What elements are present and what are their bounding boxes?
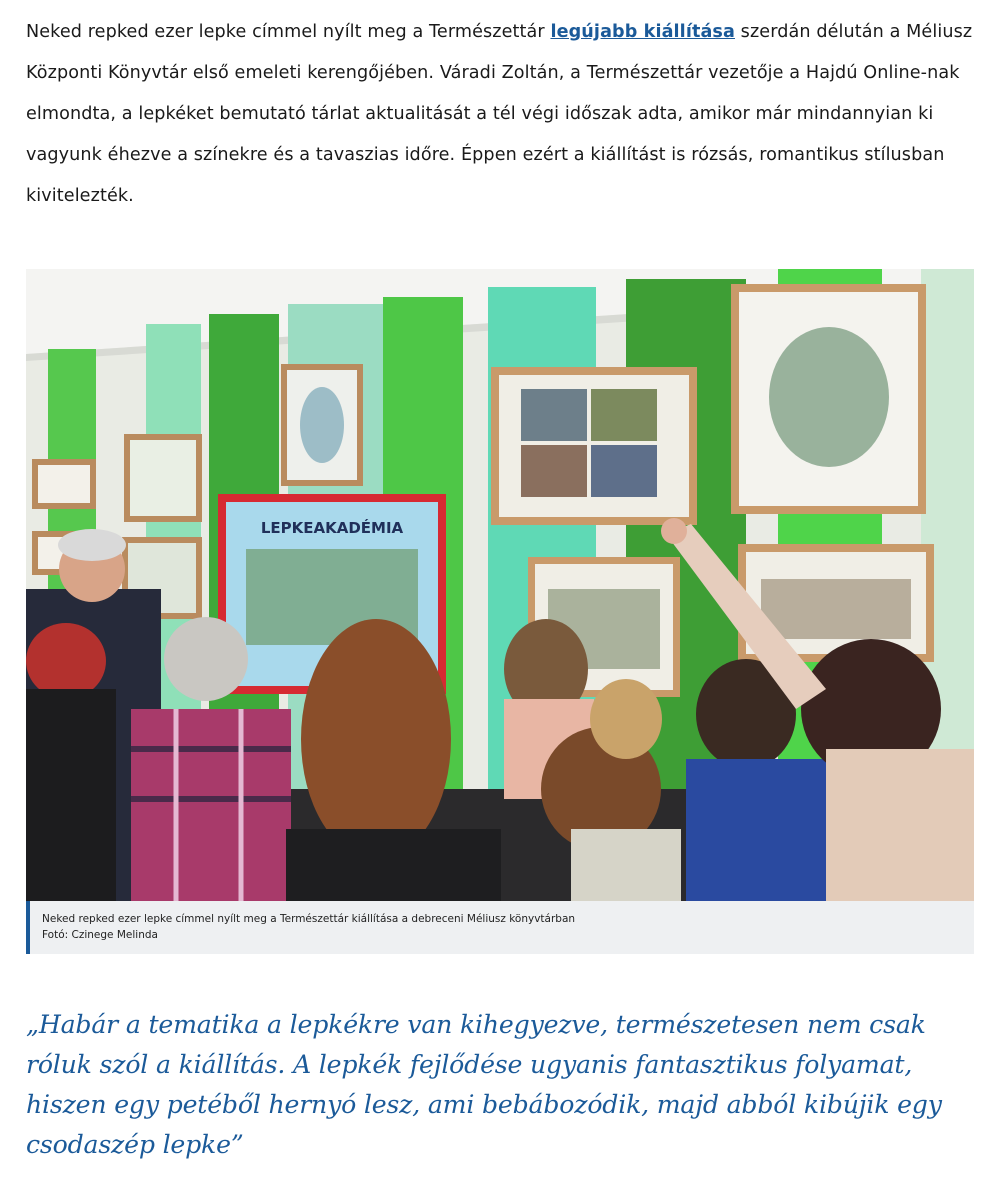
lead-text-rest: szerdán délután a Méliusz Központi Könyvtár első emeleti kerengőjében. Váradi Zoltán, a Természettár vezetője a Hajdú Online-nak elmondta, a lepkéket bemutató tárlat aktualitását a tél végi időszak adta, amikor már mindannyian ki vagyunk éhezve a színekre és a tavaszias időre. Éppen ezért a kiállítást is rózsás, romantikus stílusban kivitelezték. [26,22,973,206]
latest-exhibition-link[interactable]: legújabb kiállítása [550,22,735,42]
photo-credit: Fotó: Czinege Melinda [42,929,158,941]
exhibition-photo [26,269,974,901]
article-lead-paragraph [26,12,981,217]
pull-quote: „Habár a tematika a lepkékre van kihegyezve, természetesen nem csak róluk szól a kiállítás. A lepkék fejlődése ugyanis fantasztikus folyamat, hiszen egy petéből hernyó lesz, ami bebábozódik, majd abból kibújik egy csodaszép lepke” [26,1010,942,1159]
poster-title-text: LEPKEAKADÉMIA [260,519,404,537]
caption-text: Neked repked ezer lepke címmel nyílt meg a Természettár kiállítása a debreceni Méliusz könyvtárban [42,913,576,925]
article-figure [26,269,974,954]
photo-caption [26,901,974,954]
lead-text-start: Neked repked ezer lepke címmel nyílt meg a Természettár [26,22,551,42]
